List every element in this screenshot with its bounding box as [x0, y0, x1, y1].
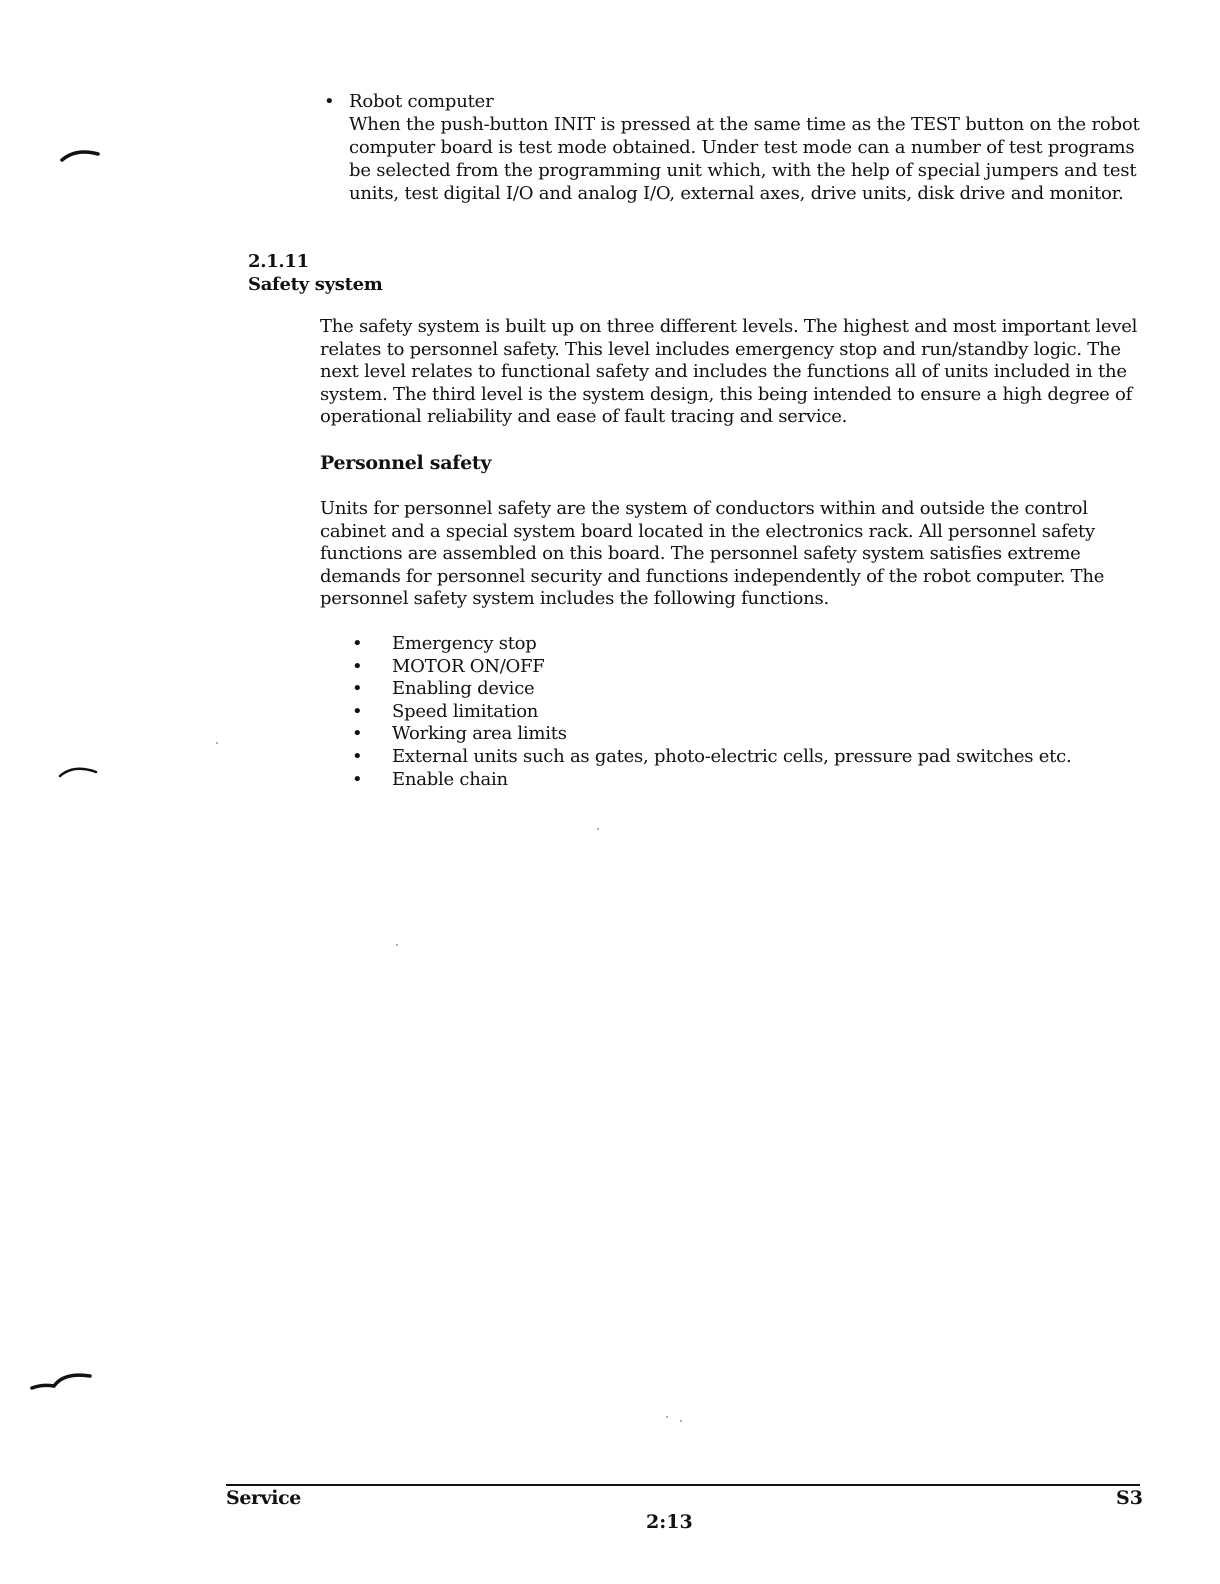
list-item — [352, 769, 1071, 792]
robot-computer-text: When the push-button INIT is pressed at the same time as the TEST button on the robot computer board is test mode obtained. Under test mode can a number of test programs be selected from the programming unit which, with the help of special jumpers and test units, test digital I/O and analog I/O, external axes, drive units, disk drive and monitor. — [349, 114, 1140, 204]
robot-computer-item — [324, 90, 1144, 205]
list-item-text: External units such as gates, photo-electric cells, pressure pad switches etc. — [392, 745, 1072, 767]
list-item — [352, 723, 1071, 746]
bullet-icon: • — [352, 633, 363, 654]
bullet-icon: • — [352, 745, 363, 767]
list-item-text: Enable chain — [392, 768, 508, 790]
bullet-icon: • — [352, 678, 363, 700]
bullet-icon: • — [352, 768, 363, 790]
section-number: 2.1.11 — [248, 251, 309, 272]
binder-mark-top — [58, 140, 108, 164]
list-item-text: Speed limitation — [392, 700, 539, 722]
intro-paragraph: The safety system is built up on three different levels. The highest and most important level relates to personnel safety. This level includes emergency stop and run/standby logic. The next level relates to functional safety and includes the functions all of units included in the system. The third level is the system design, this being intended to ensure a high degree of operational reliability and ease of fault tracing and service. — [320, 316, 1138, 428]
list-item — [352, 678, 1071, 701]
list-item-text: Enabling device — [392, 678, 535, 700]
function-list — [352, 633, 1071, 791]
binder-mark-bottom — [28, 1366, 98, 1396]
bullet-icon: • — [352, 723, 363, 745]
list-item — [352, 633, 1071, 656]
list-item-text: MOTOR ON/OFF — [392, 655, 545, 677]
page-number: 2:13 — [646, 1511, 693, 1533]
bullet-icon: • — [324, 91, 335, 112]
robot-computer-heading: Robot computer — [349, 91, 494, 112]
list-item — [352, 656, 1071, 679]
personnel-safety-heading: Personnel safety — [320, 452, 492, 474]
binder-mark-middle — [56, 758, 106, 782]
bullet-icon: • — [352, 655, 363, 677]
personnel-safety-paragraph: Units for personnel safety are the system of conductors within and outside the control cabinet and a special system board located in the electronics rack. All personnel safety functions are assembled on this board. The personnel safety system satisfies extreme demands for personnel security and functions independently of the robot computer. The personnel safety system includes the following functions. — [320, 498, 1105, 610]
list-item — [352, 746, 1071, 769]
scan-speck — [396, 944, 398, 946]
footer-section-label: Service — [226, 1487, 301, 1509]
scan-speck — [216, 742, 218, 744]
bullet-icon: • — [352, 700, 363, 722]
scan-speck — [597, 828, 599, 830]
list-item — [352, 701, 1071, 724]
scan-speck — [666, 1416, 668, 1418]
scan-speck — [680, 1420, 682, 1422]
list-item-text: Working area limits — [392, 723, 567, 745]
footer-code: S3 — [1116, 1487, 1143, 1509]
section-heading — [248, 250, 383, 296]
footer-rule — [226, 1484, 1140, 1486]
list-item-text: Emergency stop — [392, 633, 537, 654]
section-title: Safety system — [248, 274, 383, 295]
